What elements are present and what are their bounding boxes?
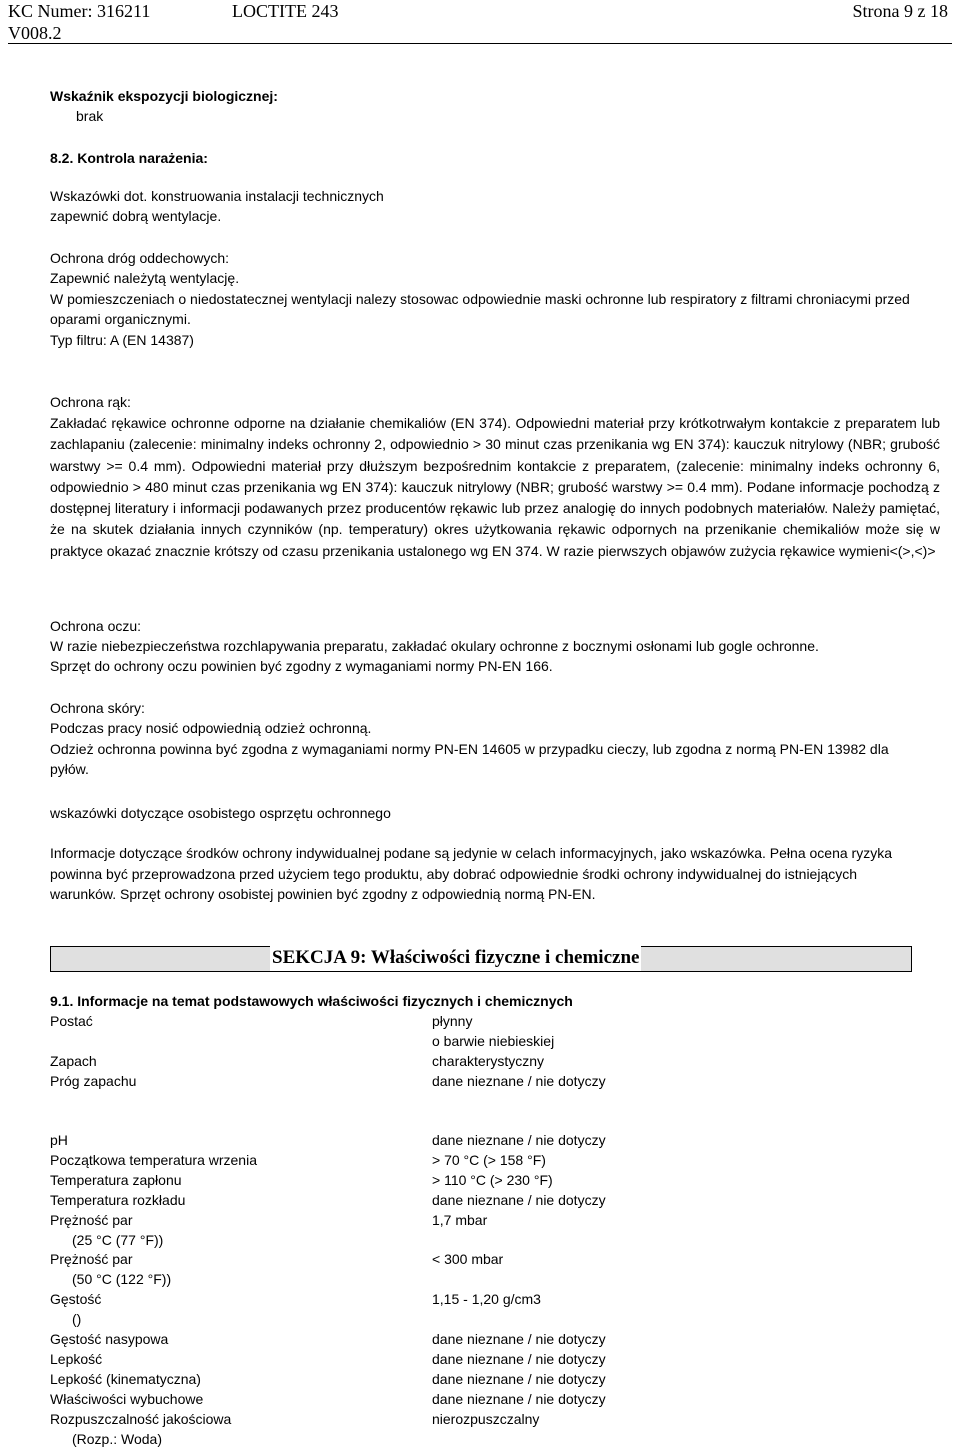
property-key: Właściwości wybuchowe [50, 1390, 204, 1407]
property-row [50, 1230, 930, 1250]
property-row [50, 1429, 930, 1449]
property-value: dane nieznane / nie dotyczy [432, 1073, 606, 1089]
property-row [50, 1409, 930, 1429]
property-value: dane nieznane / nie dotyczy [432, 1350, 606, 1367]
respiratory-line1: Zapewnić należytą wentylację. [50, 270, 240, 286]
property-row [50, 1210, 930, 1230]
property-key: () [72, 1311, 82, 1328]
respiratory-title: Ochrona dróg oddechowych: [50, 250, 229, 266]
hand-title: Ochrona rąk: [50, 394, 131, 410]
property-key: Temperatura zapłonu [50, 1171, 182, 1188]
property-key: Próg zapachu [50, 1073, 137, 1089]
property-value: charakterystyczny [432, 1053, 545, 1069]
property-key: (Rozp.: Woda) [72, 1430, 162, 1447]
hand-text: Zakładać rękawice ochronne odporne na działanie chemikaliów (EN 374). Odpowiedni materiał przy krótkotrwałym kontakcie z preparatem lub zachlapaniu (zalecenie: minimalny indeks ochronny 2, odpowiednio > 30 minut czas przenikania wg EN 374): kauczuk nitrylowy (NBR; grubość warstwy >= 0.4 mm). Odpowiedni materiał przy dłuższym bezpośrednim kontakcie z preparatem, (zalecenie: minimalny indeks ochronny 6, odpowiednio > 480 minut czas przenikania wg EN 374): kauczuk nitrylowy (NBR; grubość warstwy >= 0.4 mm). Podane informacje pochodzą z dostępnej literatury i informacji podawanych przez producentów rękawic lub przez analogię do innych podobnych materiałów. Należy pamiętać, że na skutek działania innych czynników (np. temperatury) okres użytkowania rękawic odpornych na przenikanie chemikaliów może się w praktyce okazać znacznie krótszy od czasu przenikania ustalonego wg EN 374. W razie pierwszych objawów zużycia rękawice wymieni<(>,<)> [50, 415, 940, 559]
property-key: Lepkość [50, 1350, 103, 1367]
engineering-title: Wskazówki dot. konstruowania instalacji technicznych [50, 188, 384, 204]
property-value: > 70 °C (> 158 °F) [432, 1151, 546, 1168]
eye-line1: W razie niebezpieczeństwa rozchlapywania preparatu, zakładać okulary ochronne z bocznymi osłonami lub gogle ochronne. [50, 638, 819, 654]
product-name: LOCTITE 243 [232, 1, 339, 21]
property-row [50, 1071, 930, 1091]
exposure-control-title: 8.2. Kontrola narażenia: [50, 150, 208, 166]
header-divider [8, 43, 952, 44]
property-row [50, 1031, 930, 1051]
property-key: Lepkość (kinematyczna) [50, 1370, 201, 1387]
property-row [50, 1329, 930, 1349]
property-key: Rozpuszczalność jakościowa [50, 1410, 232, 1427]
property-row [50, 1190, 930, 1210]
respiratory-line3: Typ filtru: A (EN 14387) [50, 332, 194, 348]
property-key: pH [50, 1132, 68, 1148]
property-key: Prężność par [50, 1251, 133, 1268]
property-value: dane nieznane / nie dotyczy [432, 1370, 606, 1387]
property-row [50, 1170, 930, 1190]
ppe-text: Informacje dotyczące środków ochrony indywidualnej podane są jedynie w celach informacyjnych, jako wskazówka. Pełna ocena ryzyka powinna być przeprowadzona przed użyciem tego produktu, aby dobrać odpowiednie środki ochrony indywidualnej do istniejących warunków. Sprzęt ochrony osobistej powinien być zgodny z odpowiednią normą PN-EN. [50, 845, 892, 902]
property-row [50, 1150, 930, 1170]
property-value: dane nieznane / nie dotyczy [432, 1132, 606, 1148]
skin-line1: Podczas pracy nosić odpowiednią odzież ochronną. [50, 720, 372, 736]
property-row [50, 1011, 930, 1031]
property-value: dane nieznane / nie dotyczy [432, 1390, 606, 1407]
section-9-title: SEKCJA 9: Właściwości fizyczne i chemiczne [270, 945, 641, 971]
biomarker-value: brak [76, 108, 104, 124]
property-key: Postać [50, 1013, 93, 1029]
skin-title: Ochrona skóry: [50, 700, 145, 716]
property-key: Prężność par [50, 1211, 133, 1228]
property-row [50, 1389, 930, 1409]
respiratory-line2: W pomieszczeniach o niedostatecznej wentylacji nalezy stosowac odpowiednie maski ochronne lub respiratory z filtrami chroniacymi przed oparami organicznymi. [50, 291, 910, 327]
property-key: Gęstość nasypowa [50, 1331, 169, 1347]
property-row [50, 1269, 930, 1289]
page-number: Strona 9 z 18 [852, 1, 948, 21]
property-row [50, 1051, 930, 1071]
property-value: dane nieznane / nie dotyczy [432, 1331, 606, 1347]
eye-line2: Sprzęt do ochrony oczu powinien być zgodny z wymaganiami normy PN-EN 166. [50, 658, 553, 674]
property-row [50, 1349, 930, 1369]
biomarker-title: Wskaźnik ekspozycji biologicznej: [50, 88, 278, 104]
skin-line2: Odzież ochronna powinna być zgodna z wymaganiami normy PN-EN 14605 w przypadku cieczy, lub zgodna z normą PN-EN 13982 dla pyłów. [50, 741, 889, 777]
eye-title: Ochrona oczu: [50, 618, 142, 634]
property-value: nierozpuszczalny [432, 1410, 540, 1427]
kc-number: KC Numer: 316211 [8, 1, 151, 21]
property-row [50, 1309, 930, 1329]
property-key: Zapach [50, 1053, 97, 1069]
property-value: płynny [432, 1013, 473, 1029]
property-row [50, 1249, 930, 1269]
property-key: Temperatura rozkładu [50, 1191, 186, 1208]
section-9-subtitle: 9.1. Informacje na temat podstawowych właściwości fizycznych i chemicznych [50, 993, 573, 1009]
property-key: Początkowa temperatura wrzenia [50, 1151, 257, 1168]
version: V008.2 [8, 23, 62, 43]
property-row [50, 1289, 930, 1309]
property-key: (50 °C (122 °F)) [72, 1271, 172, 1288]
engineering-text: zapewnić dobrą wentylacje. [50, 208, 222, 224]
property-key: Gęstość [50, 1291, 102, 1308]
property-value: < 300 mbar [432, 1251, 504, 1268]
property-row [50, 1130, 930, 1150]
property-value: 1,15 - 1,20 g/cm3 [432, 1291, 541, 1308]
ppe-title: wskazówki dotyczące osobistego osprzętu ochronnego [50, 805, 391, 821]
property-value: dane nieznane / nie dotyczy [432, 1191, 606, 1208]
page-header [8, 0, 952, 44]
property-value: o barwie niebieskiej [432, 1033, 555, 1049]
property-value: > 110 °C (> 230 °F) [432, 1171, 553, 1188]
property-key: (25 °C (77 °F)) [72, 1231, 164, 1248]
property-row [50, 1369, 930, 1389]
property-value: 1,7 mbar [432, 1211, 488, 1228]
